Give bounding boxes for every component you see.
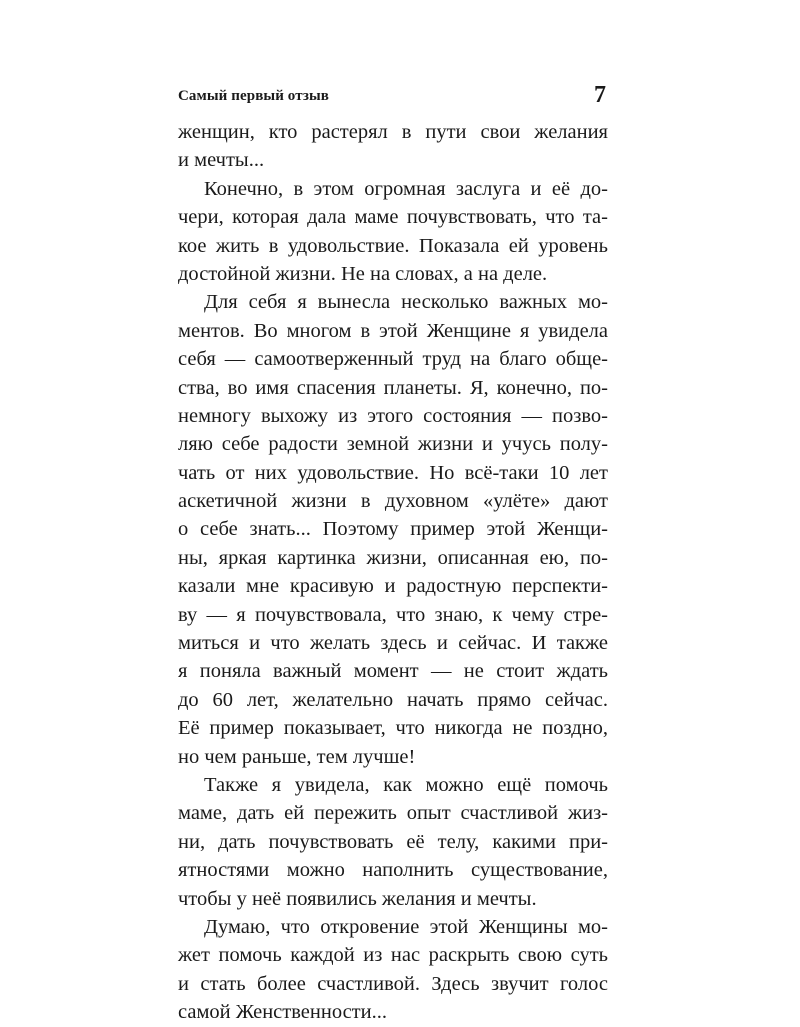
text-line: чать от них удовольствие. Но всё-таки 10 лет [178, 461, 608, 484]
text-line: Для себя я вынесла несколько важных мо- [204, 291, 608, 314]
text-line: ятностями можно наполнить существование, [178, 859, 608, 882]
text-line: и стать более счастливой. Здесь звучит голос [178, 972, 608, 995]
text-line: ляю себе радости земной жизни и учусь полу- [178, 433, 608, 456]
running-head-title: Самый первый отзыв [178, 88, 329, 104]
text-line: до 60 лет, желательно начать прямо сейчас. [178, 688, 608, 711]
text-line: кое жить в удовольствие. Показала ей уровень [178, 234, 608, 257]
text-line: ни, дать почувствовать её телу, какими при- [178, 830, 608, 853]
text-line: я поняла важный момент — не стоит ждать [178, 660, 608, 683]
text-line: чери, которая дала маме почувствовать, что та- [178, 206, 608, 229]
text-line: себя — самоотверженный труд на благо обще- [178, 348, 608, 371]
text-line: ны, яркая картинка жизни, описанная ею, по- [178, 546, 608, 569]
text-line: самой Женственности... [178, 1001, 387, 1024]
text-line: достойной жизни. Не на словах, а на деле. [178, 262, 548, 285]
text-line: аскетичной жизни в духовном «улёте» дают [178, 490, 608, 513]
text-line: Её пример показывает, что никогда не поздно, [178, 717, 608, 740]
text-line: но чем раньше, тем лучше! [178, 745, 416, 768]
text-line: ства, во имя спасения планеты. Я, конечно, по- [178, 376, 608, 399]
text-line: маме, дать ей пережить опыт счастливой жиз- [178, 802, 608, 825]
text-line: ву — я почувствовала, что знаю, к чему стре- [178, 603, 608, 626]
text-line: миться и что желать здесь и сейчас. И также [178, 632, 608, 655]
text-line: женщин, кто растерял в пути свои желания [178, 121, 608, 143]
text-line: Конечно, в этом огромная заслуга и её до- [204, 177, 608, 200]
text-line: казали мне красивую и радостную перспекти- [178, 575, 608, 598]
text-line: о себе знать... Поэтому пример этой Женщи- [178, 518, 608, 541]
text-line: немногу выхожу из этого состояния — позво- [178, 404, 608, 427]
text-line: Думаю, что откровение этой Женщины мо- [204, 915, 608, 938]
page-number: 7 [594, 82, 606, 108]
text-line: жет помочь каждой из нас раскрыть свою суть [178, 944, 608, 967]
text-line: ментов. Во многом в этой Женщине я увидела [178, 319, 608, 342]
text-line: Также я увидела, как можно ещё помочь [204, 773, 608, 796]
text-line: и мечты... [178, 149, 265, 172]
text-line: чтобы у неё появились желания и мечты. [178, 887, 537, 910]
body-text [178, 118, 608, 1027]
